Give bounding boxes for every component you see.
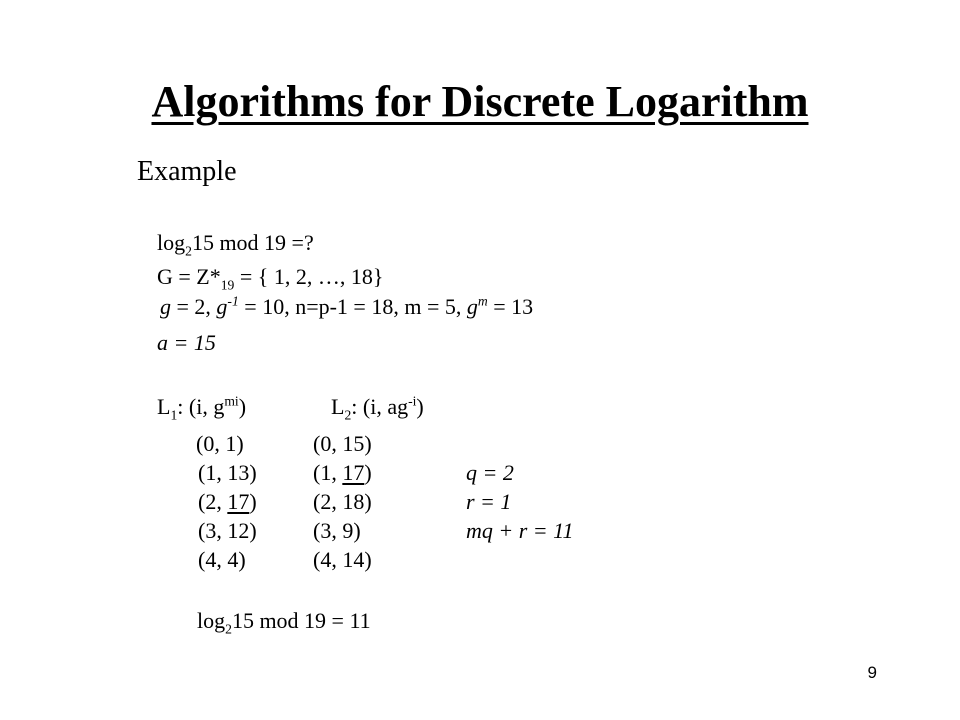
l2-name: L bbox=[331, 394, 345, 419]
l2-entry bbox=[313, 549, 372, 571]
generator-symbol-3: g bbox=[466, 294, 478, 319]
l2-post: ) bbox=[416, 394, 424, 419]
answer-log-text: log bbox=[197, 608, 226, 633]
l1-entry bbox=[198, 491, 257, 513]
params-text-3: = 13 bbox=[487, 294, 534, 319]
l1-entry-close: ) bbox=[238, 547, 246, 572]
l2-sub: 2 bbox=[344, 407, 352, 423]
list-header-l1 bbox=[157, 393, 247, 423]
l1-entry bbox=[196, 433, 244, 455]
l2-entry-value: 15 bbox=[342, 431, 365, 456]
l1-entry-value: 17 bbox=[227, 489, 250, 514]
l1-entry-close: ) bbox=[236, 431, 244, 456]
m-exponent: m bbox=[477, 293, 488, 309]
l2-entry-close: ) bbox=[364, 431, 372, 456]
l1-post: ) bbox=[238, 394, 247, 419]
l2-entry-index: (1, bbox=[313, 460, 343, 485]
l1-entry-close: ) bbox=[249, 518, 257, 543]
l2-entry-value: 17 bbox=[342, 460, 365, 485]
answer-text: 15 mod 19 = 11 bbox=[231, 608, 371, 633]
l2-entry-index: (2, bbox=[313, 489, 343, 514]
l1-entry-value: 1 bbox=[225, 431, 237, 456]
generator-symbol-2: g bbox=[216, 294, 228, 319]
group-elements: = { 1, 2, …, 18} bbox=[234, 264, 384, 289]
page-number: 9 bbox=[867, 663, 877, 682]
l1-pre: : (i, g bbox=[177, 394, 225, 419]
a-line: a = 15 bbox=[157, 330, 216, 355]
l2-entry-close: ) bbox=[364, 489, 372, 514]
l1-entry bbox=[198, 462, 257, 484]
l1-entry-value: 12 bbox=[227, 518, 250, 543]
log-text: log bbox=[157, 230, 186, 255]
subtitle-example: Example bbox=[137, 156, 237, 187]
group-modulus: 19 bbox=[220, 277, 235, 293]
l2-entry-close: ) bbox=[353, 518, 361, 543]
l1-entry-value: 4 bbox=[227, 547, 239, 572]
generator-symbol: g bbox=[160, 294, 171, 319]
l2-sup: -i bbox=[408, 393, 417, 409]
l2-entry bbox=[313, 462, 372, 484]
l2-entry bbox=[313, 491, 372, 513]
l2-entry-close: ) bbox=[364, 547, 372, 572]
l2-entry-value: 14 bbox=[342, 547, 365, 572]
l2-entry bbox=[313, 433, 372, 455]
l2-entry bbox=[313, 520, 361, 542]
inverse-exponent: -1 bbox=[227, 293, 239, 309]
l1-entry-index: (0, bbox=[196, 431, 226, 456]
l2-pre: : (i, ag bbox=[351, 394, 409, 419]
l1-entry-index: (3, bbox=[198, 518, 228, 543]
group-symbol: G = Z* bbox=[157, 264, 221, 289]
l1-sup: mi bbox=[224, 393, 239, 409]
solution-note: q = 2 bbox=[466, 460, 514, 485]
l1-entry-value: 13 bbox=[227, 460, 250, 485]
l2-entry-index: (0, bbox=[313, 431, 343, 456]
l1-entry-index: (4, bbox=[198, 547, 228, 572]
params-line bbox=[160, 293, 534, 319]
l1-entry-index: (2, bbox=[198, 489, 228, 514]
answer-log-base: 2 bbox=[225, 621, 232, 637]
group-line bbox=[157, 264, 384, 293]
solution-note: r = 1 bbox=[466, 489, 512, 514]
list-header-l2 bbox=[331, 393, 424, 423]
answer-line bbox=[197, 608, 371, 637]
question-line bbox=[157, 230, 314, 259]
params-text-1: = 2, bbox=[171, 294, 217, 319]
l2-entry-value: 18 bbox=[342, 489, 365, 514]
l2-entry-value: 9 bbox=[342, 518, 354, 543]
l1-entry bbox=[198, 520, 257, 542]
l2-entry-close: ) bbox=[364, 460, 372, 485]
l2-entry-index: (4, bbox=[313, 547, 343, 572]
l1-entry-index: (1, bbox=[198, 460, 228, 485]
slide-title: Algorithms for Discrete Logarithm bbox=[151, 77, 809, 126]
l1-entry-close: ) bbox=[249, 489, 257, 514]
log-base: 2 bbox=[185, 243, 192, 259]
l1-entry bbox=[198, 549, 246, 571]
l2-entry-index: (3, bbox=[313, 518, 343, 543]
question-text: 15 mod 19 =? bbox=[191, 230, 314, 255]
l1-entry-close: ) bbox=[249, 460, 257, 485]
solution-note: mq + r = 11 bbox=[466, 518, 574, 543]
l1-name: L bbox=[157, 394, 171, 419]
params-text-2: = 10, n=p-1 = 18, m = 5, bbox=[238, 294, 467, 319]
l1-sub: 1 bbox=[170, 407, 178, 423]
